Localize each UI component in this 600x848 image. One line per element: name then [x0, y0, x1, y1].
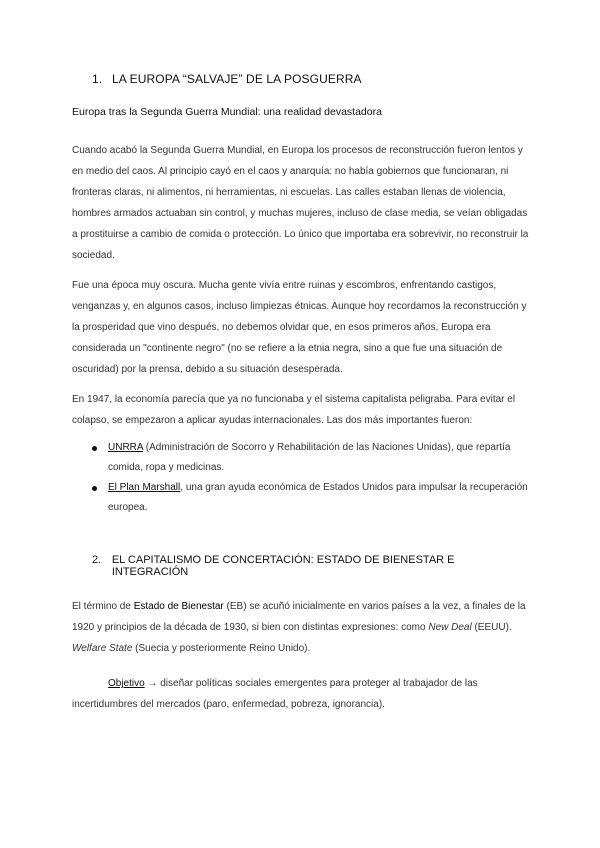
unrra-link[interactable]: UNRRA [108, 442, 144, 453]
bullet-icon [92, 486, 97, 491]
section-2-number: 2. [92, 554, 102, 566]
paragraph-3: En 1947, la economía parecía que ya no funcionaba y el sistema capitalista peligraba. Para evitar el colapso, se empezaron a aplicar ayudas internacionales. Las dos más importantes fueron: [72, 394, 516, 426]
list-item-text: , una gran ayuda económica de Estados Unidos para impulsar la recuperación europea. [108, 482, 528, 513]
text-run: (EB) se acuñó inicialmente en varios países a la vez, a finales de la 1920 y principios de la década de 1930, si bien con distintas expresiones: como [72, 601, 526, 633]
list-item [72, 438, 530, 478]
new-deal-term: New Deal [428, 622, 472, 633]
section-1-number: 1. [92, 72, 103, 86]
section-1-title: LA EUROPA “SALVAJE” DE LA POSGUERRA [112, 72, 362, 86]
bullet-icon [92, 446, 97, 451]
section-2-title: EL CAPITALISMO DE CONCERTACIÓN: ESTADO DE BIENESTAR E INTEGRACIÓN [111, 554, 455, 578]
section-2-heading [92, 554, 530, 578]
welfare-state-term: Estado de Bienestar [133, 601, 224, 612]
objective-label: Objetivo [108, 678, 145, 689]
list-item [72, 478, 530, 518]
aid-list [72, 438, 530, 518]
section-spacer [72, 518, 530, 554]
document-content [72, 72, 530, 724]
objective-paragraph [72, 673, 530, 715]
objective-text: → diseñar políticas sociales emergentes para proteger al trabajador de las incertidumbres del mercados (paro, enfermedad, pobreza, ignorancia). [72, 678, 478, 710]
section-1-subtitle: Europa tras la Segunda Guerra Mundial: una realidad devastadora [72, 106, 382, 118]
text-run: (Suecia y posteriormente Reino Unido). [132, 643, 311, 654]
section-1-heading [92, 72, 530, 86]
welfare-state-english-term: Welfare State [72, 643, 133, 654]
text-run: (EEUU). [471, 622, 512, 633]
welfare-state-paragraph [72, 596, 530, 659]
plan-marshall-link[interactable]: El Plan Marshall [108, 482, 181, 493]
text-run: El término de [72, 601, 134, 612]
list-item-text: (Administración de Socorro y Rehabilitación de las Naciones Unidas), que repartía comida, ropa y medicinas. [108, 442, 511, 473]
paragraph-1: Cuando acabó la Segunda Guerra Mundial, en Europa los procesos de reconstrucción fueron lentos y en medio del caos. Al principio cayó en el caos y anarquía: no había gobiernos que funcionaran, ni fronteras claras, ni alimentos, ni herramientas, ni escuelas. Las calles estaban llenas de violencia, hombres armados actuaban sin control, y muchas mujeres, incluso de clase media, se veían obligadas a prostituirse a cambio de comida o protección. Lo único que importaba era sobrevivir, no reconstruir la sociedad. [72, 145, 529, 261]
paragraph-2: Fue una época muy oscura. Mucha gente vivía entre ruinas y escombros, enfrentando castigos, venganzas y, en algunos casos, incluso limpiezas étnicas. Aunque hoy recordamos la reconstrucción y la prosperidad que vino después, no debemos olvidar que, en esos primeros años, Europa era considerada un "continente negro" (no se refiere a la etnia negra, sino a que fue una situación de oscuridad) por la prensa, debido a su situación desesperada. [72, 280, 527, 375]
